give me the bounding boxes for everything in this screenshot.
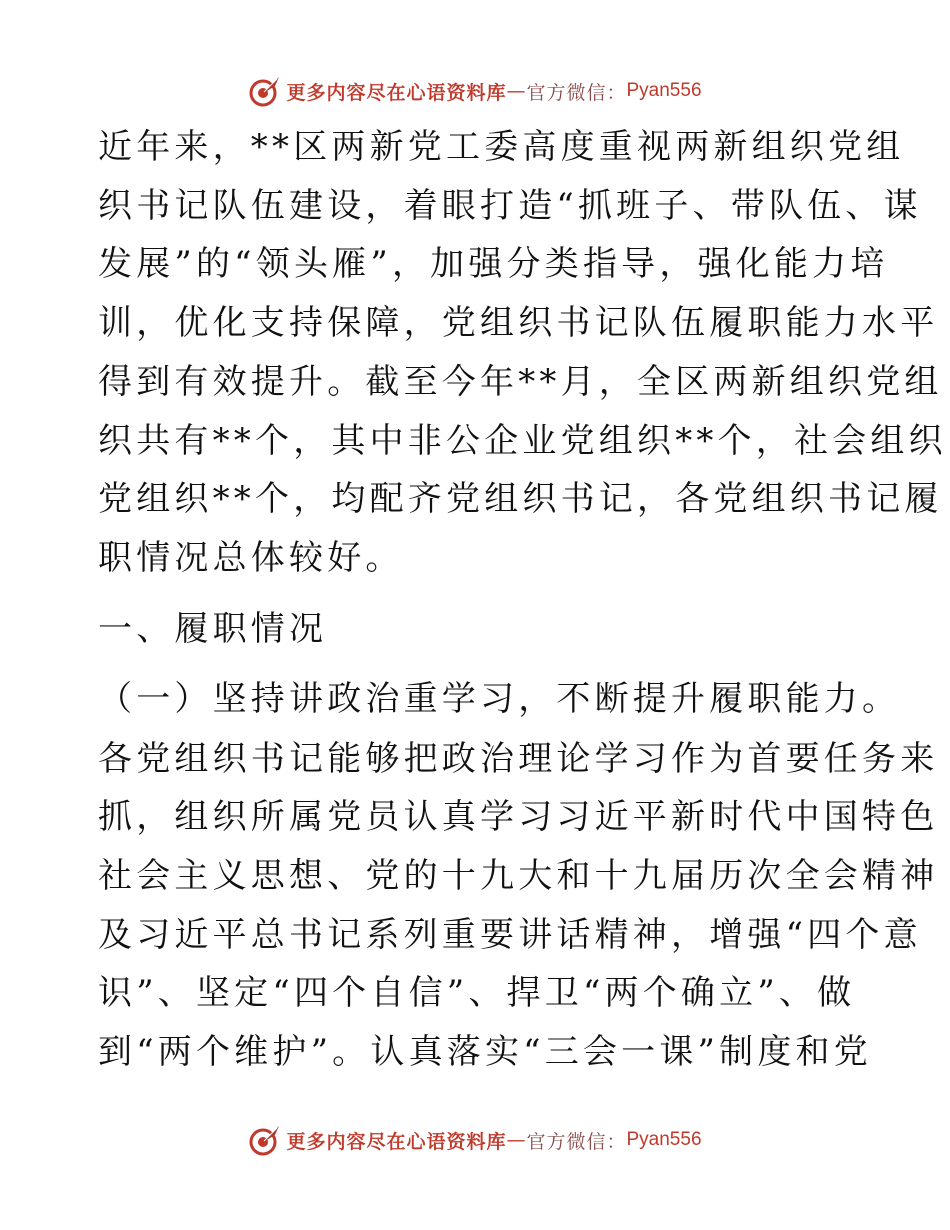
watermark-dash: —: [506, 80, 527, 102]
watermark-label: 官方微信：: [526, 81, 627, 104]
text-line: 到“两个维护”。认真落实“三会一课”制度和党: [98, 1032, 872, 1072]
watermark-wechat-id: Pyan556: [626, 1129, 702, 1150]
text-line: 训，优化支持保障，党组织书记队伍履职能力水平: [98, 303, 939, 343]
watermark-brand: 更多内容尽在心语资料库: [286, 1130, 507, 1153]
watermark-wechat-id: Pyan556: [626, 80, 702, 101]
text-line: 织共有**个，其中非公企业党组织**个，社会组织: [98, 421, 947, 461]
watermark-label: 官方微信：: [526, 1130, 627, 1153]
watermark-banner-top: [0, 71, 950, 111]
quill-logo-icon: [248, 1123, 282, 1157]
text-line: 抓，组织所属党员认真学习习近平新时代中国特色: [98, 797, 939, 837]
watermark-banner-bottom: [0, 1120, 950, 1160]
quill-logo-icon: [248, 74, 282, 108]
text-line: 得到有效提升。截至今年**月，全区两新组织党组: [98, 362, 943, 402]
text-line: 党组织**个，均配齐党组织书记，各党组织书记履: [98, 479, 943, 519]
text-line: 各党组织书记能够把政治理论学习作为首要任务来: [98, 739, 939, 779]
watermark-dash: —: [506, 1129, 527, 1151]
watermark-brand: 更多内容尽在心语资料库: [286, 81, 507, 104]
text-line: 及习近平总书记系列重要讲话精神，增强“四个意: [98, 915, 922, 955]
text-line: 识”、坚定“四个自信”、捍卫“两个确立”、做: [98, 973, 856, 1013]
subsection-heading: （一）坚持讲政治重学习，不断提升履职能力。: [98, 679, 901, 719]
text-line: 社会主义思想、党的十九大和十九届历次全会精神: [98, 856, 939, 896]
text-line: 发展”的“领头雁”，加强分类指导，强化能力培: [98, 244, 889, 284]
section-heading: 一、履职情况: [98, 609, 328, 649]
text-line: 织书记队伍建设，着眼打造“抓班子、带队伍、谋: [98, 186, 922, 226]
text-line: 近年来，**区两新党工委高度重视两新组织党组: [98, 127, 905, 167]
text-line: 职情况总体较好。: [98, 538, 404, 578]
